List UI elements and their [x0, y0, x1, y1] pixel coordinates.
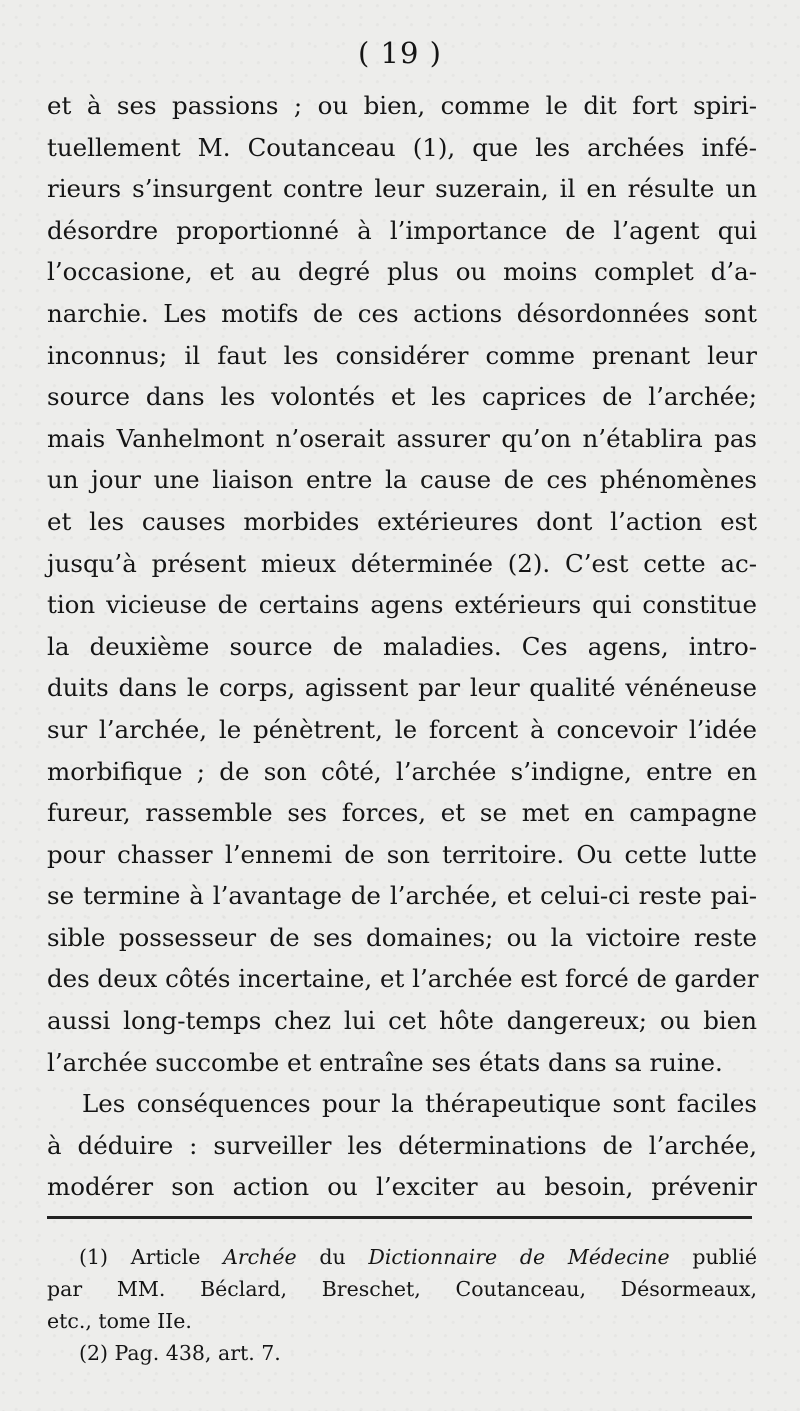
- footnote-1-line-1: [47, 1241, 757, 1273]
- body-text: [47, 85, 757, 1208]
- body-line: duits dans le corps, agissent par leur qualité vénéneuse: [47, 673, 757, 703]
- body-line: se termine à l’avantage de l’archée, et celui-ci reste pai-: [47, 881, 757, 911]
- page-number: ( 19 ): [358, 36, 442, 70]
- body-line: tion vicieuse de certains agens extérieurs qui constitue: [47, 590, 757, 620]
- footnote-1-italic-archee: Archée: [223, 1245, 297, 1269]
- body-line: fureur, rassemble ses forces, et se met en campagne: [47, 798, 757, 828]
- body-line: et à ses passions ; ou bien, comme le dit fort spiri-: [47, 91, 757, 120]
- body-line: pour chasser l’ennemi de son territoire. Ou cette lutte: [47, 839, 757, 869]
- body-line: inconnus; il faut les considérer comme prenant leur: [47, 340, 757, 370]
- body-line: tuellement M. Coutanceau (1), que les archées infé-: [47, 132, 757, 162]
- footnotes: [47, 1241, 757, 1369]
- body-line: l’occasione, et au degré plus ou moins complet d’a-: [47, 257, 757, 287]
- body-line: des deux côtés incertaine, et l’archée est forcé de garder: [47, 964, 759, 994]
- body-line: rieurs s’insurgent contre leur suzerain, il en résulte un: [47, 174, 757, 204]
- footnote-1-line-2: par MM. Béclard, Breschet, Coutanceau, Désormeaux,: [47, 1277, 757, 1301]
- footnote-divider: [47, 1216, 752, 1219]
- footnote-2: (2) Pag. 438, art. 7.: [79, 1341, 281, 1365]
- footnote-1-line-3: etc., tome IIe.: [47, 1309, 192, 1333]
- body-line: sible possesseur de ses domaines; ou la victoire reste: [47, 922, 757, 952]
- body-line: aussi long-temps chez lui cet hôte dangereux; ou bien: [47, 1006, 757, 1036]
- body-line: sur l’archée, le pénètrent, le forcent à concevoir l’idée: [47, 714, 757, 744]
- footnote-1-text: du: [296, 1245, 369, 1269]
- body-line: morbifique ; de son côté, l’archée s’indigne, entre en: [47, 756, 757, 786]
- body-line: un jour une liaison entre la cause de ces phénomènes: [47, 465, 757, 495]
- body-line-paragraph-start: Les conséquences pour la thérapeutique sont faciles: [82, 1089, 757, 1119]
- footnote-1-italic-dictionnaire: Dictionnaire de Médecine: [368, 1245, 670, 1269]
- body-line: mais Vanhelmont n’oserait assurer qu’on n’établira pas: [47, 423, 757, 453]
- body-line: source dans les volontés et les caprices de l’archée;: [47, 382, 757, 412]
- body-line: modérer son action ou l’exciter au besoin, prévenir: [47, 1172, 757, 1202]
- footnote-1-text: publié: [669, 1245, 758, 1269]
- body-line: jusqu’à présent mieux déterminée (2). C’est cette ac-: [47, 548, 757, 578]
- body-line: la deuxième source de maladies. Ces agens, intro-: [47, 631, 757, 661]
- body-line: et les causes morbides extérieures dont l’action est: [47, 506, 757, 536]
- body-line: l’archée succombe et entraîne ses états dans sa ruine.: [47, 1047, 723, 1077]
- body-line: à déduire : surveiller les déterminations de l’archée,: [47, 1130, 757, 1160]
- body-line: narchie. Les motifs de ces actions désordonnées sont: [47, 298, 757, 328]
- footnote-1-text: (1) Article: [79, 1245, 224, 1269]
- body-line: désordre proportionné à l’importance de l’agent qui: [47, 215, 757, 245]
